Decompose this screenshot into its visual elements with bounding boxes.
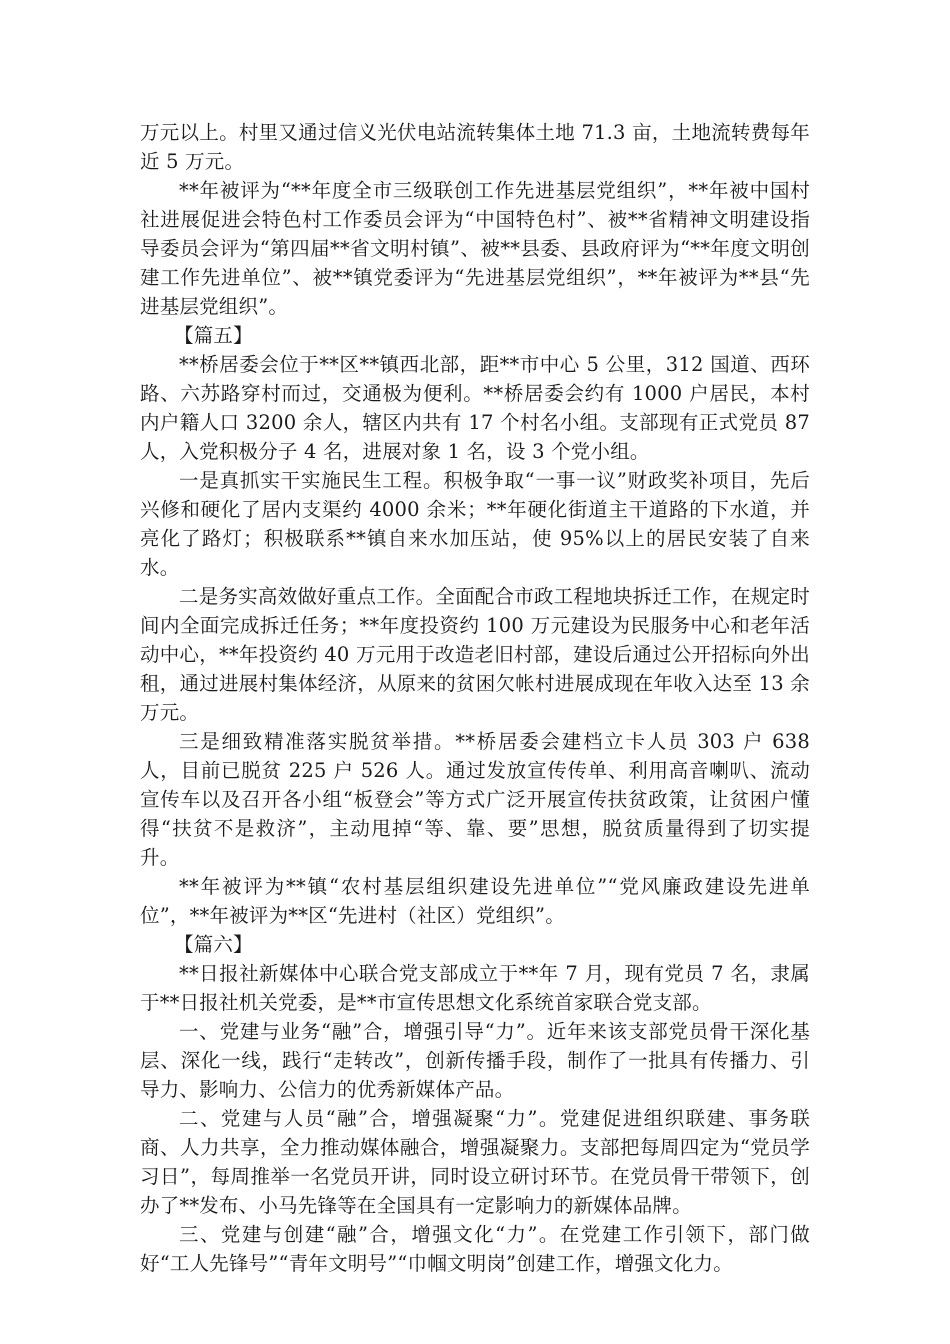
section-heading-five: 【篇五】 bbox=[174, 324, 253, 347]
paragraph-awards-neighborhood: **年被评为**镇“农村基层组织建设先进单位”“党风廉政建设先进单位”，**年被评为**区“先进村（社区）党组织”。 bbox=[140, 875, 810, 927]
paragraph-livelihood: 一是真抓实干实施民生工程。积极争取“一事一议”财政奖补项目，先后兴修和硬化了居内支渠约 4000 余米；**年硬化街道主干道路的下水道，并亮化了路灯；积极联系**镇自来水加压站，使 95%以上的居民安装了自来水。 bbox=[140, 469, 810, 579]
paragraph-personnel: 二、党建与人员“融”合，增强凝聚“力”。党建促进组织联建、事务联商、人力共享，全力推动媒体融合，增强凝聚力。支部把每周四定为“党员学习日”，每周推举一名党员开讲，同时设立研讨环节。在党员骨干带领下，创办了**发布、小马先锋等在全国具有一定影响力的新媒体品牌。 bbox=[140, 1107, 810, 1217]
paragraph-poverty: 三是细致精准落实脱贫举措。**桥居委会建档立卡人员 303 户 638 人，目前已脱贫 225 户 526 人。通过发放宣传传单、利用高音喇叭、流动宣传车以及召开各小组“板登会”等方式广泛开展宣传扶贫政策，让贫困户懂得“扶贫不是救济”，主动甩掉“等、靠、要”思想，脱贫质量得到了切实提升。 bbox=[140, 730, 810, 869]
paragraph-culture: 三、党建与创建“融”合，增强文化“力”。在党建工作引领下，部门做好“工人先锋号”“青年文明号”“巾帼文明岗”创建工作，增强文化力。 bbox=[140, 1223, 810, 1275]
paragraph-business: 一、党建与业务“融”合，增强引导“力”。近年来该支部党员骨干深化基层、深化一线，践行“走转改”，创新传播手段，制作了一批具有传播力、引导力、影响力、公信力的优秀新媒体产品。 bbox=[140, 1020, 810, 1101]
paragraph-overview-media: **日报社新媒体中心联合党支部成立于**年 7 月，现有党员 7 名，隶属于**日报社机关党委，是**市宣传思想文化系统首家联合党支部。 bbox=[140, 962, 810, 1014]
document-page bbox=[140, 118, 810, 1278]
paragraph-overview-neighborhood: **桥居委会位于**区**镇西北部，距**市中心 5 公里，312 国道、西环路、六苏路穿村而过，交通极为便利。**桥居委会约有 1000 户居民，本村内户籍人口 3200 余人，辖区内共有 17 个村名小组。支部现有正式党员 87 人，入党积极分子 4 名，进展对象 1 名，设 3 个党小组。 bbox=[140, 353, 810, 463]
paragraph-key-work: 二是务实高效做好重点工作。全面配合市政工程地块拆迁工作，在规定时间内全面完成拆迁任务；**年度投资约 100 万元建设为民服务中心和老年活动中心，**年投资约 40 万元用于改造老旧村部，建设后通过公开招标向外出租，通过进展村集体经济，从原来的贫困欠帐村进展成现在年收入达至 13 余万元。 bbox=[140, 585, 810, 724]
section-heading-six: 【篇六】 bbox=[174, 933, 253, 956]
paragraph-continuation: 万元以上。村里又通过信义光伏电站流转集体土地 71.3 亩，土地流转费每年近 5 万元。 bbox=[140, 121, 810, 173]
paragraph-awards-village: **年被评为“**年度全市三级联创工作先进基层党组织”，**年被中国村社进展促进会特色村工作委员会评为“中国特色村”、被**省精神文明建设指导委员会评为“第四届**省文明村镇”、被**县委、县政府评为“**年度文明创建工作先进单位”、被**镇党委评为“先进基层党组织”，**年被评为**县“先进基层党组织”。 bbox=[140, 179, 810, 318]
